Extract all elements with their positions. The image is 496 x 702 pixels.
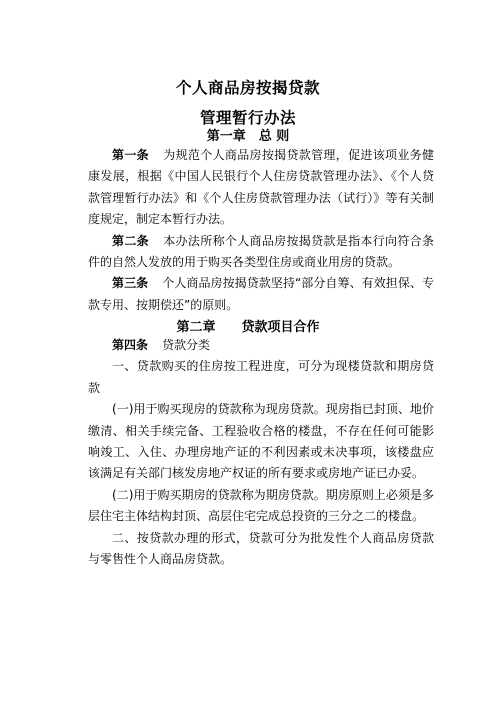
article-label: 第四条 [112, 338, 149, 352]
article-2 [88, 231, 434, 274]
article-4 [88, 335, 434, 356]
chapter-1-body [88, 145, 434, 316]
article-text: 个人商品房按揭贷款坚持“部分自筹、有效担保、专款专用、按期偿还”的原则。 [88, 276, 434, 312]
chapter-2-body [88, 335, 434, 570]
chapter-heading-2: 第二章 贷款项目合作 [176, 320, 320, 335]
article-label: 第一条 [112, 148, 149, 162]
article-label: 第三条 [112, 276, 149, 291]
document-title: 个人商品房按揭贷款 [175, 79, 320, 97]
list-item-1: 一、贷款购买的住房按工程进度，可分为现楼贷款和期房贷款 [88, 359, 434, 395]
article-3 [88, 273, 434, 316]
chapter-heading-1: 第一章 总 则 [206, 129, 290, 144]
sub-item-2: (二)用于购买期房的贷款称为期房贷款。期房原则上必须是多层住宅主体结构封顶、高层住宅完成总投资的三分之二的楼盘。 [88, 487, 434, 524]
article-text: 贷款分类 [162, 338, 211, 352]
sub-item-1: (一)用于购买现房的贷款称为现房贷款。现房指已封顶、地价缴清、相关手续完备、工程验收合格的楼盘，不存在任何可能影响竣工、入住、办理房地产证的不利因素或未决事项，该楼盘应该满足有关部门核发房地产权证的所有要求或房地产证已办妥。 [88, 402, 434, 481]
list-item-2: 二、按贷款办理的形式，贷款可分为批发性个人商品房贷款与零售性个人商品房贷款。 [88, 530, 434, 567]
article-label: 第二条 [112, 233, 149, 248]
document-subtitle: 管理暂行办法 [199, 109, 296, 127]
article-text: 本办法所称个人商品房按揭贷款是指本行向符合条件的自然人发放的用于购买各类型住房或商业用房的贷款。 [88, 233, 434, 270]
article-text: 为规范个人商品房按揭贷款管理，促进该项业务健康发展，根据《中国人民银行个人住房贷款管理办法》、《个人贷款管理暂行办法》和《个人住房贷款管理办法（试行）》等有关制度规定，制定本暂行办法。 [88, 148, 434, 227]
article-1 [88, 145, 434, 231]
